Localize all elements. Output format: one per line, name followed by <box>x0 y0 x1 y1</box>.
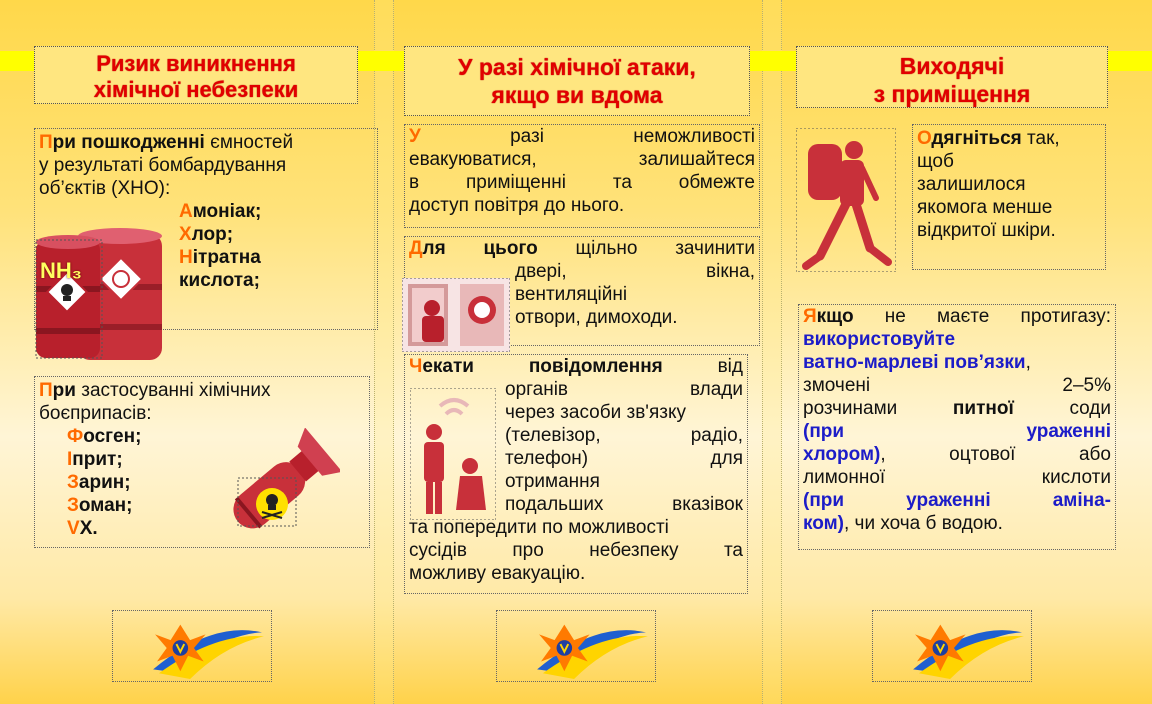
fold-divider <box>374 0 394 704</box>
substance-item: Амоніак; <box>179 201 262 222</box>
fold-divider <box>762 0 782 704</box>
emblem-logo <box>872 610 1032 682</box>
person-walking-illustration <box>796 128 896 272</box>
col2-seal-box: Для цього щільно зачинити двері, вікна, вентиляційні отвори, димоходи. <box>404 236 760 346</box>
agent-item: Фосген; <box>67 426 142 447</box>
col3-title: Виходячі з приміщення <box>796 46 1108 108</box>
emblem-logo <box>496 610 656 682</box>
col1-munitions-box: При застосуванні хімічних боєприпасів: Фосген; Іприт; Зарин; Зоман; VX. <box>34 376 370 548</box>
col3-clothing-box: Одягніться так, щоб залишилося якомога менше відкритої шкіри. <box>912 124 1106 270</box>
col2-title: У разі хімічної атаки, якщо ви вдома <box>404 46 750 116</box>
nh3-label: NH₃ <box>40 258 82 283</box>
agent-item: Зарин; <box>67 472 131 493</box>
agent-item: VX. <box>67 518 98 539</box>
col3-mask-box: Якщо не маєте протигазу: використовуйте ватно-марлеві пов’язки, змочені 2–5% розчинами питної соди (при ураженні хлором), оцтової або лимонної кислоти (при ураженні аміна- ком), чи хоча б водою. <box>798 304 1116 550</box>
agent-item: Іприт; <box>67 449 123 470</box>
col1-damage-box: При пошкодженні ємностей у результаті бомбардування об’єктів (ХНО): Амоніак; Хлор; Нітратна кислота; <box>34 128 378 330</box>
substance-item: Нітратна <box>179 247 261 268</box>
agent-item: Зоман; <box>67 495 133 516</box>
substance-item: Хлор; <box>179 224 234 245</box>
emblem-logo <box>112 610 272 682</box>
col1-title: Ризик виникнення хімічної небезпеки <box>34 46 358 104</box>
col2-stay-box: У разі неможливості евакуюватися, залишайтеся в приміщенні та обмежте доступ повітря до нього. <box>404 124 760 228</box>
people-receiving-news-illustration <box>410 388 496 520</box>
chemical-barrels-illustration <box>34 224 174 362</box>
chemical-bomb-illustration <box>208 428 340 552</box>
col2-wait-box: Чекати повідомлення від органів влади через засоби зв'язку (телевізор, радіо, телефон) для отримання подальших вказівок та попередити по можливості сусідів про небезпеку та можливу евакуацію. <box>404 354 748 594</box>
closing-window-illustration <box>402 278 510 352</box>
